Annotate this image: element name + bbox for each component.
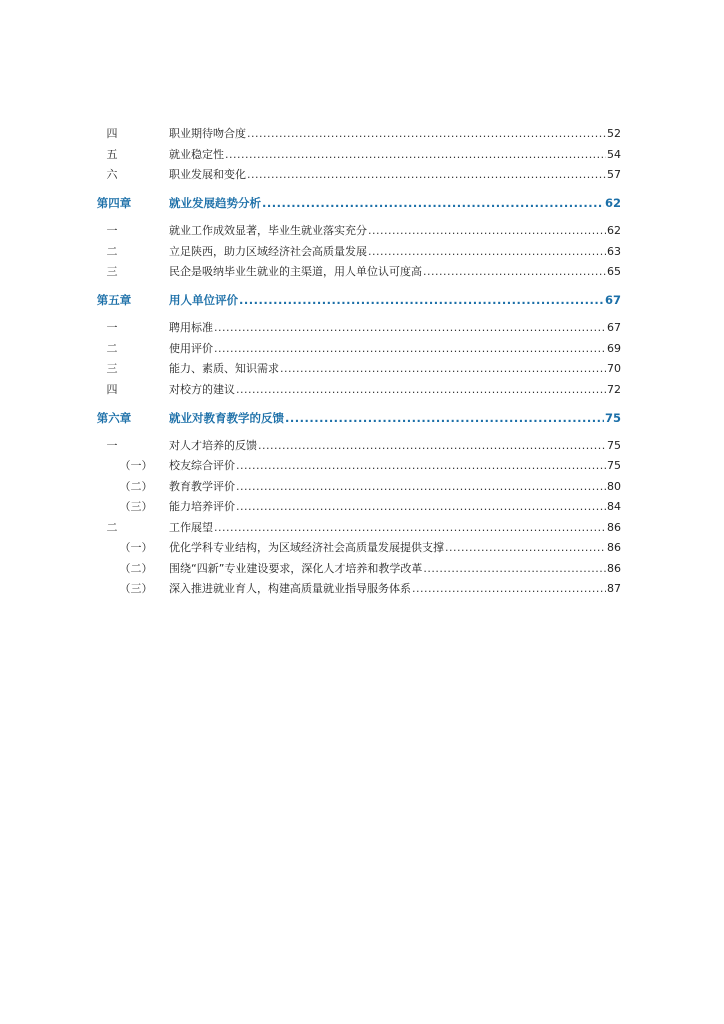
toc-page-number: 54 — [607, 148, 621, 161]
toc-number: 一 — [106, 439, 118, 452]
toc-title: 能力、素质、知识需求 — [169, 362, 279, 375]
toc-chapter-title: 用人单位评价 — [169, 293, 238, 307]
toc-row[interactable] — [0, 262, 724, 282]
leader-dots — [258, 436, 606, 456]
toc-number: 三 — [106, 265, 118, 278]
toc-page-number: 67 — [604, 293, 621, 307]
toc-chapter-row[interactable] — [0, 193, 724, 213]
toc-page-number: 69 — [607, 342, 621, 355]
toc-row[interactable] — [0, 145, 724, 165]
toc-sub-number: （二） — [119, 480, 153, 493]
toc-row[interactable] — [0, 221, 724, 241]
toc-page-number: 75 — [607, 459, 621, 472]
toc-title: 优化学科专业结构，为区域经济社会高质量发展提供支撑 — [169, 541, 444, 554]
leader-dots — [214, 318, 606, 338]
toc-row[interactable] — [0, 456, 724, 476]
leader-dots — [247, 165, 606, 185]
toc-number: 四 — [106, 383, 118, 396]
toc-chapter-title: 就业发展趋势分析 — [169, 196, 261, 210]
leader-dots — [236, 456, 606, 476]
toc-page-number: 57 — [607, 168, 621, 181]
toc-page-number: 62 — [604, 196, 621, 210]
toc-number: 二 — [106, 245, 118, 258]
toc-page-number: 70 — [607, 362, 621, 375]
toc-title: 聘用标准 — [169, 321, 213, 334]
toc-row[interactable] — [0, 518, 724, 538]
toc-row[interactable] — [0, 242, 724, 262]
toc-number: 二 — [106, 342, 118, 355]
toc-page-number: 75 — [607, 439, 621, 452]
toc-number: 四 — [106, 127, 118, 140]
leader-dots — [247, 124, 606, 144]
leader-dots — [280, 359, 606, 379]
toc-chapter-title: 就业对教育教学的反馈 — [169, 411, 284, 425]
toc-title: 深入推进就业育人，构建高质量就业指导服务体系 — [169, 582, 411, 595]
toc-page-number: 52 — [607, 127, 621, 140]
toc-page-number: 62 — [607, 224, 621, 237]
toc-row[interactable] — [0, 436, 724, 456]
toc-number: 五 — [106, 148, 118, 161]
toc-row[interactable] — [0, 559, 724, 579]
toc-title: 工作展望 — [169, 521, 213, 534]
toc-page-number: 67 — [607, 321, 621, 334]
toc-title: 围绕“四新”专业建设要求，深化人才培养和教学改革 — [169, 562, 423, 575]
leader-dots — [445, 538, 606, 558]
toc-row[interactable] — [0, 124, 724, 144]
toc-sub-number: （一） — [119, 459, 153, 472]
toc-number: 六 — [106, 168, 118, 181]
toc-row[interactable] — [0, 339, 724, 359]
toc-row[interactable] — [0, 538, 724, 558]
toc-page-number: 63 — [607, 245, 621, 258]
toc-page-number: 87 — [607, 582, 621, 595]
toc-title: 职业期待吻合度 — [169, 127, 246, 140]
toc-sub-number: （三） — [119, 582, 153, 595]
toc-page-number: 86 — [607, 541, 621, 554]
toc-title: 就业工作成效显著，毕业生就业落实充分 — [169, 224, 367, 237]
leader-dots — [239, 290, 604, 310]
leader-dots — [423, 559, 606, 579]
toc-page-number: 86 — [607, 521, 621, 534]
toc-title: 校友综合评价 — [169, 459, 235, 472]
toc-chapter-row[interactable] — [0, 408, 724, 428]
toc-sub-number: （三） — [119, 500, 153, 513]
toc-row[interactable] — [0, 380, 724, 400]
toc-page-number: 75 — [604, 411, 621, 425]
toc-row[interactable] — [0, 165, 724, 185]
toc-title: 对人才培养的反馈 — [169, 439, 257, 452]
leader-dots — [412, 579, 606, 599]
leader-dots — [214, 518, 606, 538]
toc-title: 就业稳定性 — [169, 148, 224, 161]
leader-dots — [214, 339, 606, 359]
leader-dots — [368, 221, 606, 241]
leader-dots — [285, 408, 604, 428]
toc-row[interactable] — [0, 579, 724, 599]
toc-chapter-row[interactable] — [0, 290, 724, 310]
toc-chapter-number: 第五章 — [96, 293, 132, 307]
toc-row[interactable] — [0, 318, 724, 338]
leader-dots — [423, 262, 606, 282]
toc-title: 民企是吸纳毕业生就业的主渠道，用人单位认可度高 — [169, 265, 422, 278]
toc-page-number: 72 — [607, 383, 621, 396]
toc-number: 二 — [106, 521, 118, 534]
toc-sub-number: （一） — [119, 541, 153, 554]
toc-title: 能力培养评价 — [169, 500, 235, 513]
toc-title: 使用评价 — [169, 342, 213, 355]
toc-page-number: 65 — [607, 265, 621, 278]
toc-page-number: 80 — [607, 480, 621, 493]
toc-page-number: 86 — [607, 562, 621, 575]
toc-sub-number: （二） — [119, 562, 153, 575]
toc-row[interactable] — [0, 359, 724, 379]
toc-page-number: 84 — [607, 500, 621, 513]
toc-number: 一 — [106, 321, 118, 334]
leader-dots — [236, 380, 606, 400]
toc-row[interactable] — [0, 477, 724, 497]
leader-dots — [236, 477, 606, 497]
leader-dots — [262, 193, 604, 213]
toc-title: 职业发展和变化 — [169, 168, 246, 181]
toc-row[interactable] — [0, 497, 724, 517]
toc-title: 立足陕西，助力区域经济社会高质量发展 — [169, 245, 367, 258]
toc-number: 一 — [106, 224, 118, 237]
leader-dots — [225, 145, 606, 165]
leader-dots — [368, 242, 606, 262]
leader-dots — [236, 497, 606, 517]
toc-chapter-number: 第四章 — [96, 196, 132, 210]
toc-title: 教育教学评价 — [169, 480, 235, 493]
toc-number: 三 — [106, 362, 118, 375]
toc-title: 对校方的建议 — [169, 383, 235, 396]
toc-chapter-number: 第六章 — [96, 411, 132, 425]
